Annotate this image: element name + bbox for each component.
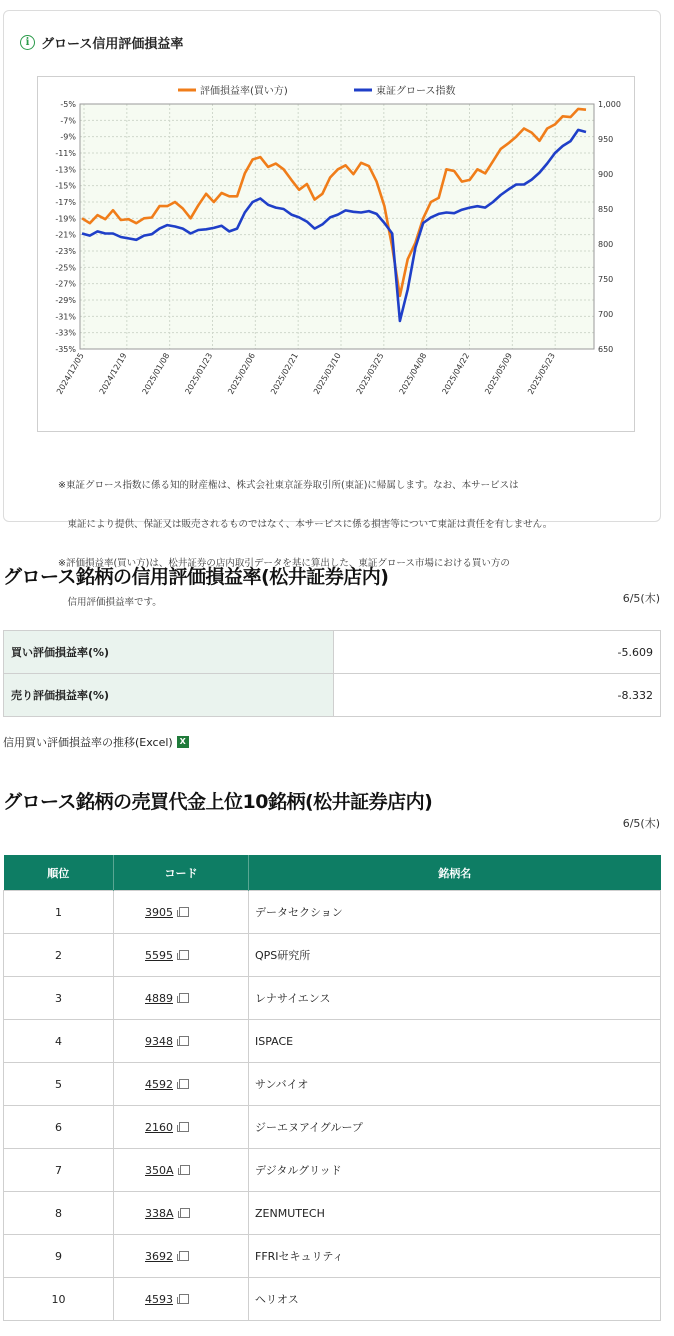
plot-background (80, 104, 594, 349)
sell-eval-value: -8.332 (334, 674, 661, 717)
y-left-tick-label: -15% (55, 181, 76, 191)
eval-section-title: グロース銘柄の信用評価損益率(松井証券店内) (3, 566, 389, 588)
eval-table (3, 630, 661, 717)
rank-cell: 6 (4, 1106, 114, 1149)
stock-code-link[interactable]: 4592 (145, 1077, 173, 1091)
code-cell (114, 1192, 249, 1235)
rank-cell: 3 (4, 977, 114, 1020)
copy-icon[interactable] (180, 1208, 190, 1218)
y-left-tick-label: -35% (55, 345, 76, 354)
chart-card-title-text: グロース信用評価損益率 (41, 37, 184, 52)
y-left-tick-label: -13% (55, 165, 76, 175)
table-header-row (4, 855, 661, 891)
stock-code-link[interactable]: 3692 (145, 1249, 173, 1263)
stock-name-cell: サンバイオ (249, 1063, 661, 1106)
col-header-name: 銘柄名 (249, 855, 661, 891)
x-tick-label: 2025/03/25 (354, 351, 386, 396)
copy-icon[interactable] (179, 907, 189, 917)
rank-cell: 2 (4, 934, 114, 977)
rank-cell: 4 (4, 1020, 114, 1063)
stock-name-cell: データセクション (249, 891, 661, 934)
stock-code-link[interactable]: 5595 (145, 948, 173, 962)
info-icon[interactable]: i (20, 35, 35, 50)
copy-icon[interactable] (179, 1294, 189, 1304)
stock-name-cell: ジーエヌアイグループ (249, 1106, 661, 1149)
x-tick-label: 2025/03/10 (311, 351, 343, 396)
legend-label: 評価損益率(買い方) (200, 86, 288, 97)
stock-name-cell: ZENMUTECH (249, 1192, 661, 1235)
x-tick-label: 2024/12/19 (97, 351, 129, 396)
table-row (4, 1192, 661, 1235)
rank-cell: 10 (4, 1278, 114, 1321)
chart-frame (37, 76, 635, 432)
stock-name-cell: ヘリオス (249, 1278, 661, 1321)
y-right-tick-label: 900 (598, 170, 614, 179)
sell-eval-label: 売り評価損益率(%) (4, 674, 334, 717)
y-right-tick-label: 1,000 (598, 100, 621, 109)
code-cell (114, 1235, 249, 1278)
y-right-tick-label: 750 (598, 275, 614, 284)
col-header-rank: 順位 (4, 855, 114, 891)
rank-cell: 9 (4, 1235, 114, 1278)
code-cell (114, 977, 249, 1020)
table-row (4, 631, 661, 674)
chart-notes (58, 453, 552, 635)
ranking-table-body (4, 891, 661, 1321)
excel-download-link[interactable] (3, 734, 189, 750)
table-row (4, 977, 661, 1020)
code-cell (114, 1278, 249, 1321)
y-right-tick-label: 800 (598, 240, 614, 249)
stock-code-link[interactable]: 3905 (145, 905, 173, 919)
chart-card-title (20, 33, 183, 52)
y-left-tick-label: -11% (55, 149, 76, 158)
copy-icon[interactable] (179, 1122, 189, 1132)
table-row (4, 1020, 661, 1063)
buy-eval-label: 買い評価損益率(%) (4, 631, 334, 674)
copy-icon[interactable] (179, 1036, 189, 1046)
stock-code-link[interactable]: 4889 (145, 991, 173, 1005)
y-left-tick-label: -19% (55, 214, 76, 224)
y-right-tick-label: 850 (598, 205, 614, 214)
x-tick-label: 2025/04/08 (397, 351, 429, 396)
stock-name-cell: FFRIセキュリティ (249, 1235, 661, 1278)
chart-note-line: ※評価損益率(買い方)は、松井証券の店内取引データを基に算出した、東証グロース市場における買い方の (58, 558, 510, 569)
x-tick-label: 2025/01/08 (140, 351, 172, 396)
rank-cell: 5 (4, 1063, 114, 1106)
y-left-tick-label: -31% (55, 312, 76, 322)
eval-section-date: 6/5(木) (622, 592, 660, 605)
code-cell (114, 1106, 249, 1149)
y-left-tick-label: -23% (55, 247, 76, 256)
table-row (4, 1235, 661, 1278)
y-left-tick-label: -29% (55, 296, 76, 305)
table-row (4, 674, 661, 717)
buy-eval-value: -5.609 (334, 631, 661, 674)
x-tick-label: 2025/05/09 (483, 351, 515, 396)
x-tick-label: 2025/01/23 (183, 351, 215, 396)
stock-code-link[interactable]: 338A (145, 1206, 174, 1220)
excel-link-text[interactable]: 信用買い評価損益率の推移(Excel) (3, 736, 173, 749)
stock-name-cell: ISPACE (249, 1020, 661, 1063)
chart-note-line: 東証により提供、保証又は販売されるものではなく、本サービスに係る損害等について東証は責任を有しません。 (58, 519, 553, 530)
y-left-tick-label: -17% (55, 198, 76, 207)
y-left-tick-label: -9% (60, 132, 76, 142)
x-tick-label: 2025/02/21 (269, 351, 300, 396)
chart-note-line: 信用評価損益率です。 (58, 597, 162, 608)
ranking-table (3, 855, 661, 1321)
table-row (4, 1149, 661, 1192)
table-row (4, 934, 661, 977)
table-row (4, 891, 661, 934)
rank-section-date: 6/5(木) (622, 817, 660, 830)
x-tick-label: 2025/04/22 (440, 351, 472, 396)
chart-legend (178, 84, 456, 97)
code-cell (114, 891, 249, 934)
copy-icon[interactable] (180, 1165, 190, 1175)
table-row (4, 1063, 661, 1106)
rank-section-title: グロース銘柄の売買代金上位10銘柄(松井証券店内) (3, 791, 433, 813)
rank-cell: 8 (4, 1192, 114, 1235)
excel-icon[interactable]: X (177, 736, 189, 748)
x-tick-label: 2025/05/23 (526, 351, 557, 396)
y-left-tick-label: -5% (60, 100, 76, 109)
y-left-tick-label: -25% (55, 263, 76, 273)
stock-name-cell: レナサイエンス (249, 977, 661, 1020)
code-cell (114, 1149, 249, 1192)
y-left-tick-label: -33% (55, 328, 76, 338)
x-tick-label: 2025/02/06 (226, 351, 258, 396)
y-left-tick-label: -27% (55, 279, 76, 289)
rank-cell: 7 (4, 1149, 114, 1192)
y-right-tick-label: 700 (598, 310, 614, 319)
y-left-tick-label: -21% (55, 230, 76, 240)
copy-icon[interactable] (179, 993, 189, 1003)
code-cell (114, 1063, 249, 1106)
stock-code-link[interactable]: 9348 (145, 1034, 173, 1048)
y-right-tick-label: 650 (598, 345, 614, 354)
stock-name-cell: デジタルグリッド (249, 1149, 661, 1192)
copy-icon[interactable] (179, 1251, 189, 1261)
copy-icon[interactable] (179, 950, 189, 960)
y-right-tick-label: 950 (598, 135, 614, 144)
margin-chart (38, 77, 634, 431)
stock-code-link[interactable]: 2160 (145, 1120, 173, 1134)
code-cell (114, 934, 249, 977)
table-row (4, 1278, 661, 1321)
table-row (4, 1106, 661, 1149)
stock-code-link[interactable]: 350A (145, 1163, 174, 1177)
legend-label: 東証グロース指数 (376, 86, 456, 97)
rank-cell: 1 (4, 891, 114, 934)
stock-name-cell: QPS研究所 (249, 934, 661, 977)
stock-code-link[interactable]: 4593 (145, 1292, 173, 1306)
x-tick-label: 2024/12/05 (54, 351, 86, 396)
chart-note-line: ※東証グロース指数に係る知的財産権は、株式会社東京証券取引所(東証)に帰属します。なお、本サービスは (58, 480, 519, 491)
copy-icon[interactable] (179, 1079, 189, 1089)
col-header-code: コード (114, 855, 249, 891)
code-cell (114, 1020, 249, 1063)
y-left-tick-label: -7% (60, 116, 76, 126)
